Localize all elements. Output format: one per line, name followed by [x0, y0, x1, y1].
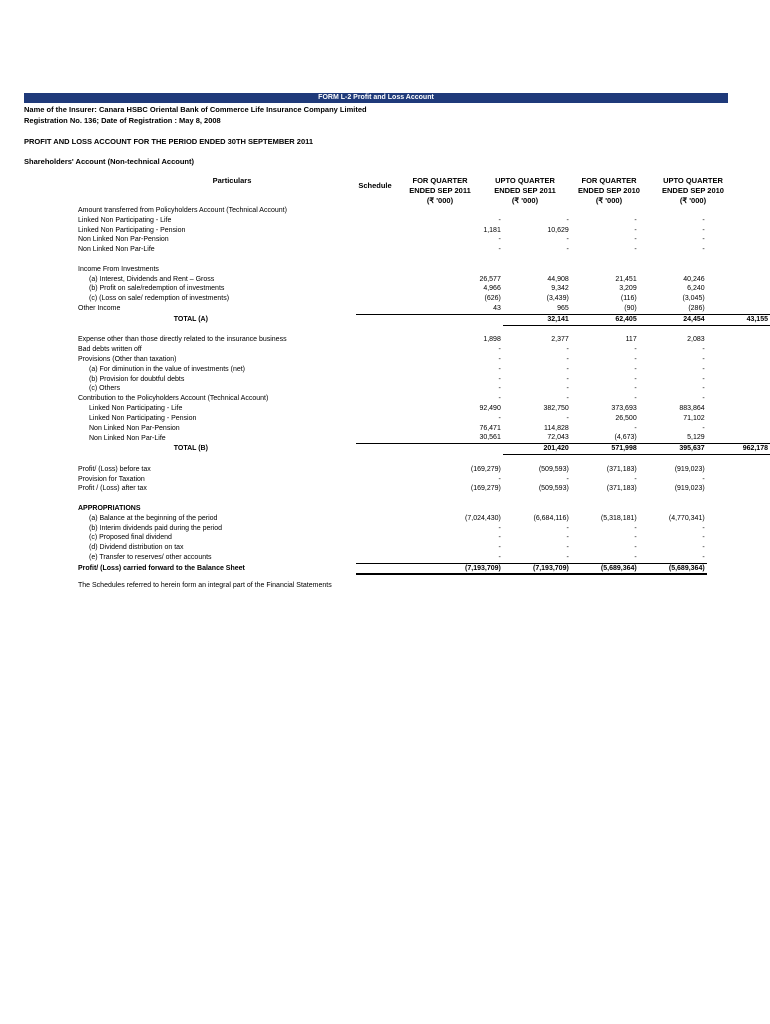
value-cell	[356, 325, 503, 335]
value-cell: -	[566, 375, 569, 383]
value-cell	[503, 265, 571, 275]
value-cell	[356, 206, 503, 216]
value-cell: -	[498, 385, 501, 393]
row-label: Income From Investments	[78, 265, 159, 273]
table-row	[0, 265, 770, 275]
table-row	[0, 245, 770, 255]
table-row	[0, 465, 770, 475]
value-cell: 571,998	[571, 444, 639, 455]
row-label: Contribution to the Policyholders Account (Technical Account)	[78, 395, 269, 403]
row-label: (a) Balance at the beginning of the period	[89, 514, 218, 522]
value-cell: 24,454	[639, 314, 707, 325]
row-label: (c) Others	[89, 385, 121, 393]
row-label: (c) (Loss on sale/ redemption of investments)	[89, 295, 230, 303]
table-row	[0, 433, 770, 443]
value-cell: (371,183)	[606, 485, 637, 493]
value-cell: 2,083	[687, 336, 705, 344]
table-row	[0, 375, 770, 385]
table-row	[0, 533, 770, 543]
value-cell: -	[498, 414, 501, 422]
table-row	[0, 504, 770, 514]
row-label: Profit/ (Loss) carried forward to the Balance Sheet	[78, 564, 245, 572]
value-cell: -	[634, 385, 637, 393]
value-cell: (371,183)	[606, 465, 637, 473]
value-cell: -	[498, 544, 501, 552]
value-cell: 395,637	[639, 444, 707, 455]
value-cell: -	[702, 395, 705, 403]
value-cell: 30,561	[356, 433, 503, 443]
particulars-header: Particulars	[212, 176, 252, 185]
value-cell: 40,246	[683, 275, 705, 283]
value-cell: -	[571, 553, 639, 563]
value-cell: 962,178	[707, 444, 770, 455]
value-cell: (6,684,116)	[533, 514, 569, 522]
row-label: Bad debts written off	[78, 346, 142, 354]
col-header-upto-sep-2010: UPTO QUARTER ENDED SEP 2010 (₹ '000)	[662, 176, 724, 205]
table-row	[0, 543, 770, 553]
value-cell: (3,439)	[546, 295, 569, 303]
value-cell: (169,279)	[470, 485, 501, 493]
table-row	[0, 365, 770, 375]
value-cell: 373,693	[611, 404, 637, 412]
value-cell: -	[634, 534, 637, 542]
value-cell	[639, 265, 707, 275]
row-label: (a) For diminution in the value of investments (net)	[89, 365, 246, 373]
value-cell: -	[498, 375, 501, 383]
value-cell: -	[634, 346, 637, 354]
value-cell	[356, 255, 503, 265]
value-cell: (3,045)	[682, 295, 705, 303]
table-row	[0, 216, 770, 226]
table-row	[0, 414, 770, 424]
value-cell: (509,593)	[538, 485, 569, 493]
value-cell: 6,240	[687, 285, 705, 293]
row-label: Other Income	[78, 305, 121, 313]
value-cell: (5,689,364)	[571, 563, 639, 574]
statement-title: PROFIT AND LOSS ACCOUNT FOR THE PERIOD ENDED 30TH SEPTEMBER 2011	[24, 137, 314, 146]
value-cell: -	[702, 226, 705, 234]
row-label: Non Linked Non Par-Pension	[78, 236, 169, 244]
table-row	[0, 394, 770, 404]
value-cell: 201,420	[503, 444, 571, 455]
value-cell: -	[702, 236, 705, 244]
value-cell: -	[566, 475, 569, 483]
value-cell: -	[702, 346, 705, 354]
value-cell	[356, 265, 503, 275]
value-cell: -	[503, 553, 571, 563]
table-row	[0, 284, 770, 294]
value-cell: 9,342	[551, 285, 569, 293]
value-cell	[356, 504, 503, 514]
value-cell: -	[498, 216, 501, 224]
registration-info: Registration No. 136; Date of Registration : May 8, 2008	[24, 116, 221, 125]
value-cell	[571, 206, 639, 216]
row-label: Non Linked Non Par-Life	[89, 434, 166, 442]
value-cell: -	[634, 395, 637, 403]
table-total-row	[0, 314, 770, 325]
value-cell: -	[498, 246, 501, 254]
value-cell: 76,471	[479, 424, 501, 432]
value-cell	[639, 504, 707, 514]
value-cell: (5,689,364)	[639, 563, 707, 574]
value-cell	[639, 325, 707, 335]
value-cell: -	[566, 385, 569, 393]
row-label: Profit/ (Loss) before tax	[78, 465, 151, 473]
account-type: Shareholders' Account (Non-technical Account)	[24, 157, 194, 166]
profit-loss-table	[0, 206, 770, 575]
value-cell: (626)	[484, 295, 501, 303]
filler-cell	[356, 314, 503, 325]
value-cell: -	[634, 375, 637, 383]
table-row	[0, 563, 770, 574]
row-label: (d) Dividend distribution on tax	[89, 544, 184, 552]
value-cell: -	[634, 524, 637, 532]
value-cell: 3,209	[619, 285, 637, 293]
value-cell	[571, 265, 639, 275]
value-cell: -	[702, 246, 705, 254]
value-cell: 10,629	[547, 226, 569, 234]
filler-cell	[356, 444, 503, 455]
value-cell: (7,193,709)	[503, 563, 571, 574]
value-cell: -	[634, 226, 637, 234]
value-cell: -	[634, 236, 637, 244]
value-cell: -	[702, 424, 705, 432]
row-label: TOTAL (A)	[173, 315, 208, 323]
value-cell	[503, 494, 571, 504]
table-row	[0, 304, 770, 314]
value-cell: -	[634, 365, 637, 373]
value-cell: -	[498, 475, 501, 483]
value-cell	[571, 454, 639, 464]
value-cell: -	[566, 544, 569, 552]
table-row	[0, 355, 770, 365]
value-cell: (7,193,709)	[356, 563, 503, 574]
value-cell: -	[498, 346, 501, 354]
table-row	[0, 494, 770, 504]
value-cell: -	[702, 544, 705, 552]
row-label: (b) Provision for doubtful debts	[89, 375, 185, 383]
value-cell: -	[566, 395, 569, 403]
value-cell: -	[566, 414, 569, 422]
value-cell: -	[634, 355, 637, 363]
table-row	[0, 524, 770, 534]
col-header-upto-sep-2011: UPTO QUARTER ENDED SEP 2011 (₹ '000)	[494, 176, 556, 205]
value-cell: -	[566, 355, 569, 363]
value-cell: -	[634, 544, 637, 552]
value-cell: (286)	[639, 304, 707, 314]
table-row	[0, 226, 770, 236]
value-cell	[571, 494, 639, 504]
row-label	[0, 325, 356, 335]
value-cell: -	[702, 534, 705, 542]
value-cell: (919,023)	[674, 485, 705, 493]
value-cell	[356, 454, 503, 464]
table-row	[0, 325, 770, 335]
table-row	[0, 294, 770, 304]
table-row	[0, 454, 770, 464]
value-cell	[571, 255, 639, 265]
table-row	[0, 335, 770, 345]
value-cell: 965	[503, 304, 571, 314]
row-label: (a) Interest, Dividends and Rent – Gross	[89, 275, 215, 283]
value-cell: (919,023)	[674, 465, 705, 473]
table-row	[0, 553, 770, 563]
value-cell: 43,155	[707, 314, 770, 325]
value-cell	[571, 504, 639, 514]
table-row	[0, 484, 770, 494]
value-cell: -	[702, 385, 705, 393]
row-label: Provision for Taxation	[78, 475, 145, 483]
value-cell: 92,490	[479, 404, 501, 412]
row-label: Linked Non Participating - Pension	[78, 226, 186, 234]
value-cell: -	[702, 216, 705, 224]
value-cell: -	[702, 365, 705, 373]
table-row	[0, 206, 770, 216]
table-row	[0, 235, 770, 245]
value-cell: 4,966	[483, 285, 501, 293]
table-row	[0, 275, 770, 285]
row-label	[0, 454, 356, 464]
value-cell: (4,770,341)	[668, 514, 705, 522]
value-cell: (90)	[571, 304, 639, 314]
table-row	[0, 424, 770, 434]
value-cell: -	[566, 216, 569, 224]
table-row	[0, 384, 770, 394]
row-label: Expense other than those directly related to the insurance business	[78, 336, 287, 344]
value-cell: 72,043	[503, 433, 571, 443]
value-cell: -	[702, 355, 705, 363]
table-row	[0, 475, 770, 485]
row-label: TOTAL (B)	[173, 445, 208, 453]
value-cell: 21,451	[615, 275, 637, 283]
value-cell	[503, 504, 571, 514]
value-cell: 62,405	[571, 314, 639, 325]
row-label: Profit / (Loss) after tax	[78, 485, 147, 493]
value-cell: -	[566, 534, 569, 542]
row-label: Amount transferred from Policyholders Account (Technical Account)	[78, 207, 287, 214]
row-label: Linked Non Participating - Pension	[89, 414, 197, 422]
row-label	[0, 255, 356, 265]
table-total-row	[0, 444, 770, 455]
value-cell: 114,828	[544, 424, 569, 432]
value-cell: -	[634, 475, 637, 483]
value-cell: (5,318,181)	[600, 514, 637, 522]
value-cell: -	[702, 375, 705, 383]
value-cell: 1,898	[483, 336, 501, 344]
row-label: APPROPRIATIONS	[78, 504, 141, 512]
value-cell	[639, 494, 707, 504]
row-label: (e) Transfer to reserves/ other accounts	[89, 554, 212, 562]
form-title-banner: FORM L-2 Profit and Loss Account	[24, 93, 728, 103]
value-cell: 1,181	[483, 226, 501, 234]
value-cell: -	[498, 534, 501, 542]
row-label: (c) Proposed final dividend	[89, 534, 172, 542]
schedule-header: Schedule	[358, 181, 392, 190]
row-label: Non Linked Non Par-Pension	[89, 424, 180, 432]
row-label: Linked Non Participating - Life	[78, 216, 172, 224]
value-cell: -	[498, 365, 501, 373]
value-cell: -	[702, 524, 705, 532]
table-row	[0, 514, 770, 524]
value-cell: -	[639, 553, 707, 563]
value-cell: 26,500	[615, 414, 637, 422]
value-cell: -	[634, 246, 637, 254]
value-cell	[571, 325, 639, 335]
value-cell: -	[702, 475, 705, 483]
value-cell: -	[498, 395, 501, 403]
value-cell: -	[356, 553, 503, 563]
value-cell: 43	[356, 304, 503, 314]
value-cell	[356, 494, 503, 504]
value-cell: -	[498, 355, 501, 363]
value-cell: 32,141	[503, 314, 571, 325]
value-cell: 883,864	[679, 404, 705, 412]
row-label: Provisions (Other than taxation)	[78, 355, 177, 363]
value-cell: -	[566, 346, 569, 354]
table-row	[0, 345, 770, 355]
value-cell	[639, 206, 707, 216]
value-cell: -	[498, 524, 501, 532]
value-cell: (4,673)	[571, 433, 639, 443]
row-label: Linked Non Participating - Life	[89, 404, 183, 412]
insurer-name: Name of the Insurer: Canara HSBC Oriental Bank of Commerce Life Insurance Company Limited	[24, 105, 367, 114]
value-cell: (509,593)	[538, 465, 569, 473]
value-cell: (7,024,430)	[465, 514, 501, 522]
value-cell: -	[566, 236, 569, 244]
value-cell	[503, 454, 571, 464]
value-cell: (116)	[620, 295, 637, 303]
value-cell: 382,750	[543, 404, 569, 412]
value-cell: 71,102	[683, 414, 705, 422]
value-cell: -	[634, 424, 637, 432]
value-cell: -	[566, 246, 569, 254]
value-cell: (169,279)	[470, 465, 501, 473]
row-label	[0, 494, 356, 504]
table-row	[0, 404, 770, 414]
table-row	[0, 255, 770, 265]
value-cell: -	[566, 524, 569, 532]
col-header-q-sep-2010: FOR QUARTER ENDED SEP 2010 (₹ '000)	[578, 176, 640, 205]
row-label: (b) Profit on sale/redemption of investments	[89, 285, 225, 293]
col-header-q-sep-2011: FOR QUARTER ENDED SEP 2011 (₹ '000)	[409, 176, 471, 205]
value-cell: 117	[625, 336, 637, 344]
footnote: The Schedules referred to herein form an integral part of the Financial Statements	[78, 582, 332, 589]
row-label: (b) Interim dividends paid during the period	[89, 524, 223, 532]
value-cell: -	[566, 365, 569, 373]
value-cell: -	[634, 216, 637, 224]
value-cell	[503, 255, 571, 265]
value-cell	[639, 255, 707, 265]
value-cell: 5,129	[639, 433, 707, 443]
value-cell	[639, 454, 707, 464]
value-cell: 44,908	[547, 275, 569, 283]
value-cell	[503, 206, 571, 216]
row-label: Non Linked Non Par-Life	[78, 246, 155, 254]
value-cell	[503, 325, 571, 335]
value-cell: -	[498, 236, 501, 244]
value-cell: 2,377	[551, 336, 569, 344]
value-cell: 26,577	[479, 275, 501, 283]
